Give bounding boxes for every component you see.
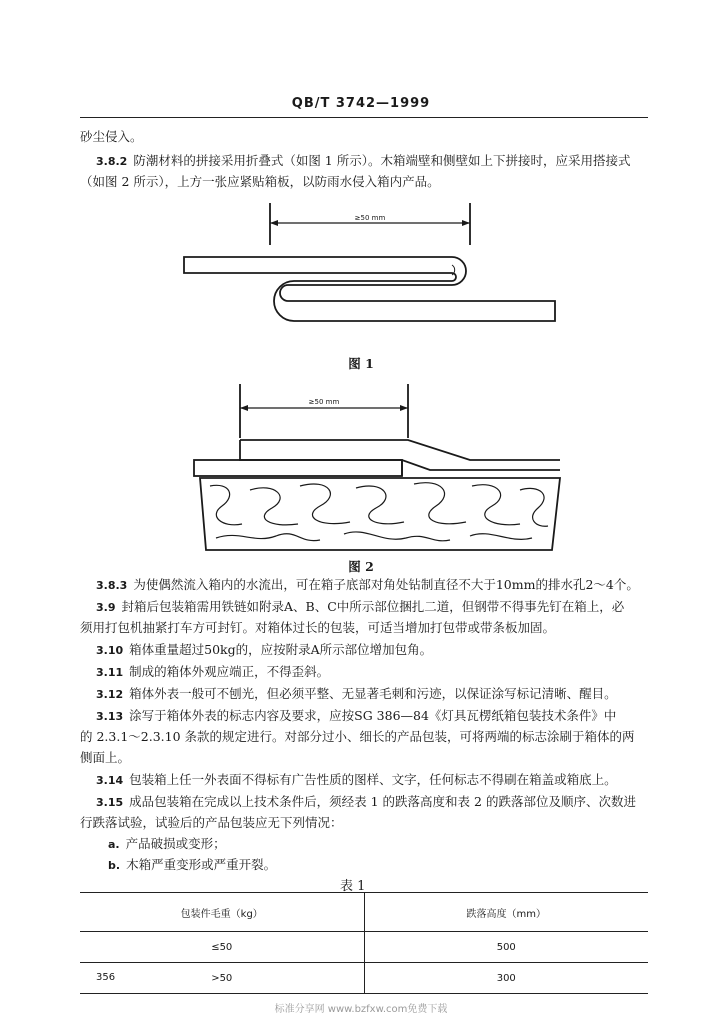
clause-3-14 <box>96 769 617 791</box>
list-text: 木箱严重变形或严重开裂。 <box>126 857 277 872</box>
fig2-upper-sheet-lower-edge <box>240 440 560 470</box>
clause-number: 3.13 <box>96 710 124 723</box>
table-header-weight: 包装件毛重（kg） <box>80 893 364 932</box>
fig2-arrow-left <box>240 405 248 411</box>
clause-3-15 <box>96 791 636 813</box>
table-cell-weight: ≤50 <box>80 932 364 963</box>
clause-text: 包装箱上任一外表面不得标有广告性质的图样、文字，任何标志不得刷在箱盖或箱底上。 <box>129 772 617 787</box>
list-text: 产品破损或变形； <box>125 836 226 851</box>
fig1-dimension-label: ≥50 mm <box>354 214 386 222</box>
clause-number: 3.10 <box>96 644 124 657</box>
clause-text: 制成的箱体外观应端正，不得歪斜。 <box>129 664 330 679</box>
list-item-a <box>108 833 226 855</box>
clause-number: 3.15 <box>96 796 124 809</box>
figure-1-folded-joint <box>170 195 570 345</box>
fig1-arrow-left <box>270 220 278 226</box>
clause-3-9 <box>96 596 624 618</box>
clause-number: 3.8.2 <box>96 155 128 168</box>
clause-3-13-line2: 的 2.3.1～2.3.10 条款的规定进行。对部分过小、细长的产品包装，可将两端的标志涂刷于箱体的两 <box>80 729 635 744</box>
clause-3-10 <box>96 639 432 661</box>
clause-text: 防潮材料的拼接采用折叠式（如图 1 所示）。木箱端壁和侧壁如上下拼接时，应采用搭接式 <box>133 153 631 168</box>
clause-number: 3.9 <box>96 601 116 614</box>
clause-3-15-line2: 行跌落试验，试验后的产品包装应无下列情况： <box>80 815 343 830</box>
clause-3-13 <box>96 705 616 727</box>
clause-number: 3.12 <box>96 688 124 701</box>
clause-number: 3.11 <box>96 666 124 679</box>
fig2-lower-sheet <box>194 460 402 476</box>
clause-3-9-line2: 须用打包机抽紧打车方可封钉。对箱体过长的包装，可适当增加打包带或带条板加固。 <box>80 620 556 635</box>
clause-text: 涂写于箱体外表的标志内容及要求，应按SG 386—84《灯具瓦楞纸箱包装技术条件》中 <box>129 708 617 723</box>
table-cell-drop-height: 300 <box>364 963 648 994</box>
clause-text: 成品包装箱在完成以上技术条件后，须经表 1 的跌落高度和表 2 的跌落部位及顺序、次数进 <box>129 794 636 809</box>
table-header-row <box>80 893 648 932</box>
table-1 <box>80 892 648 994</box>
watermark-text: 标准分享网 www.bzfxw.com免费下载 <box>274 1004 448 1015</box>
clause-text: 封箱后包装箱需用铁链如附录A、B、C中所示部位捆扎二道，但钢带不得事先钉在箱上，必 <box>121 599 625 614</box>
clause-3-8-3 <box>96 574 639 596</box>
clause-3-12 <box>96 683 617 705</box>
clause-number: 3.8.3 <box>96 579 128 592</box>
clause-3-8-2 <box>96 150 630 172</box>
clause-3-13-line3: 侧面上。 <box>80 750 131 765</box>
clause-text: 为使偶然流入箱内的水流出，可在箱子底部对角处钻制直径不大于10mm的排水孔2～4个。 <box>133 577 639 592</box>
table-cell-weight: >50 <box>80 963 364 994</box>
figure-2-caption: 图 2 <box>348 559 374 574</box>
figure-2-lapped-joint <box>180 378 590 556</box>
table-1-caption: 表 1 <box>340 879 366 894</box>
table-row <box>80 932 648 963</box>
table-cell-drop-height: 500 <box>364 932 648 963</box>
clause-text: 箱体重量超过50kg的，应按附录A所示部位增加包角。 <box>129 642 433 657</box>
clause-3-11 <box>96 661 329 683</box>
list-item-b <box>108 854 276 876</box>
standard-number-header: QB/T 3742—1999 <box>291 96 431 111</box>
table-row <box>80 963 648 994</box>
fig2-upper-sheet <box>240 440 560 460</box>
fig1-arrow-right <box>462 220 470 226</box>
clause-3-8-2-line2: （如图 2 所示），上方一张应紧贴箱板，以防雨水侵入箱内产品。 <box>80 174 440 189</box>
clause-text: 箱体外表一般可不刨光，但必须平整、无显著毛刺和污迹，以保证涂写标记清晰、醒目。 <box>129 686 617 701</box>
paragraph-continuation: 砂尘侵入。 <box>80 129 143 144</box>
figure-1-caption: 图 1 <box>348 356 374 371</box>
clause-number: 3.14 <box>96 774 124 787</box>
page-number: 356 <box>96 972 116 983</box>
header-rule <box>80 117 648 118</box>
list-marker: b. <box>108 859 121 872</box>
fig2-arrow-right <box>400 405 408 411</box>
fig2-dimension-label: ≥50 mm <box>308 398 340 406</box>
list-marker: a. <box>108 838 120 851</box>
table-header-drop-height: 跌落高度（mm） <box>364 893 648 932</box>
fig1-folded-sheet <box>184 257 555 321</box>
fig2-wood-grain <box>210 483 548 541</box>
